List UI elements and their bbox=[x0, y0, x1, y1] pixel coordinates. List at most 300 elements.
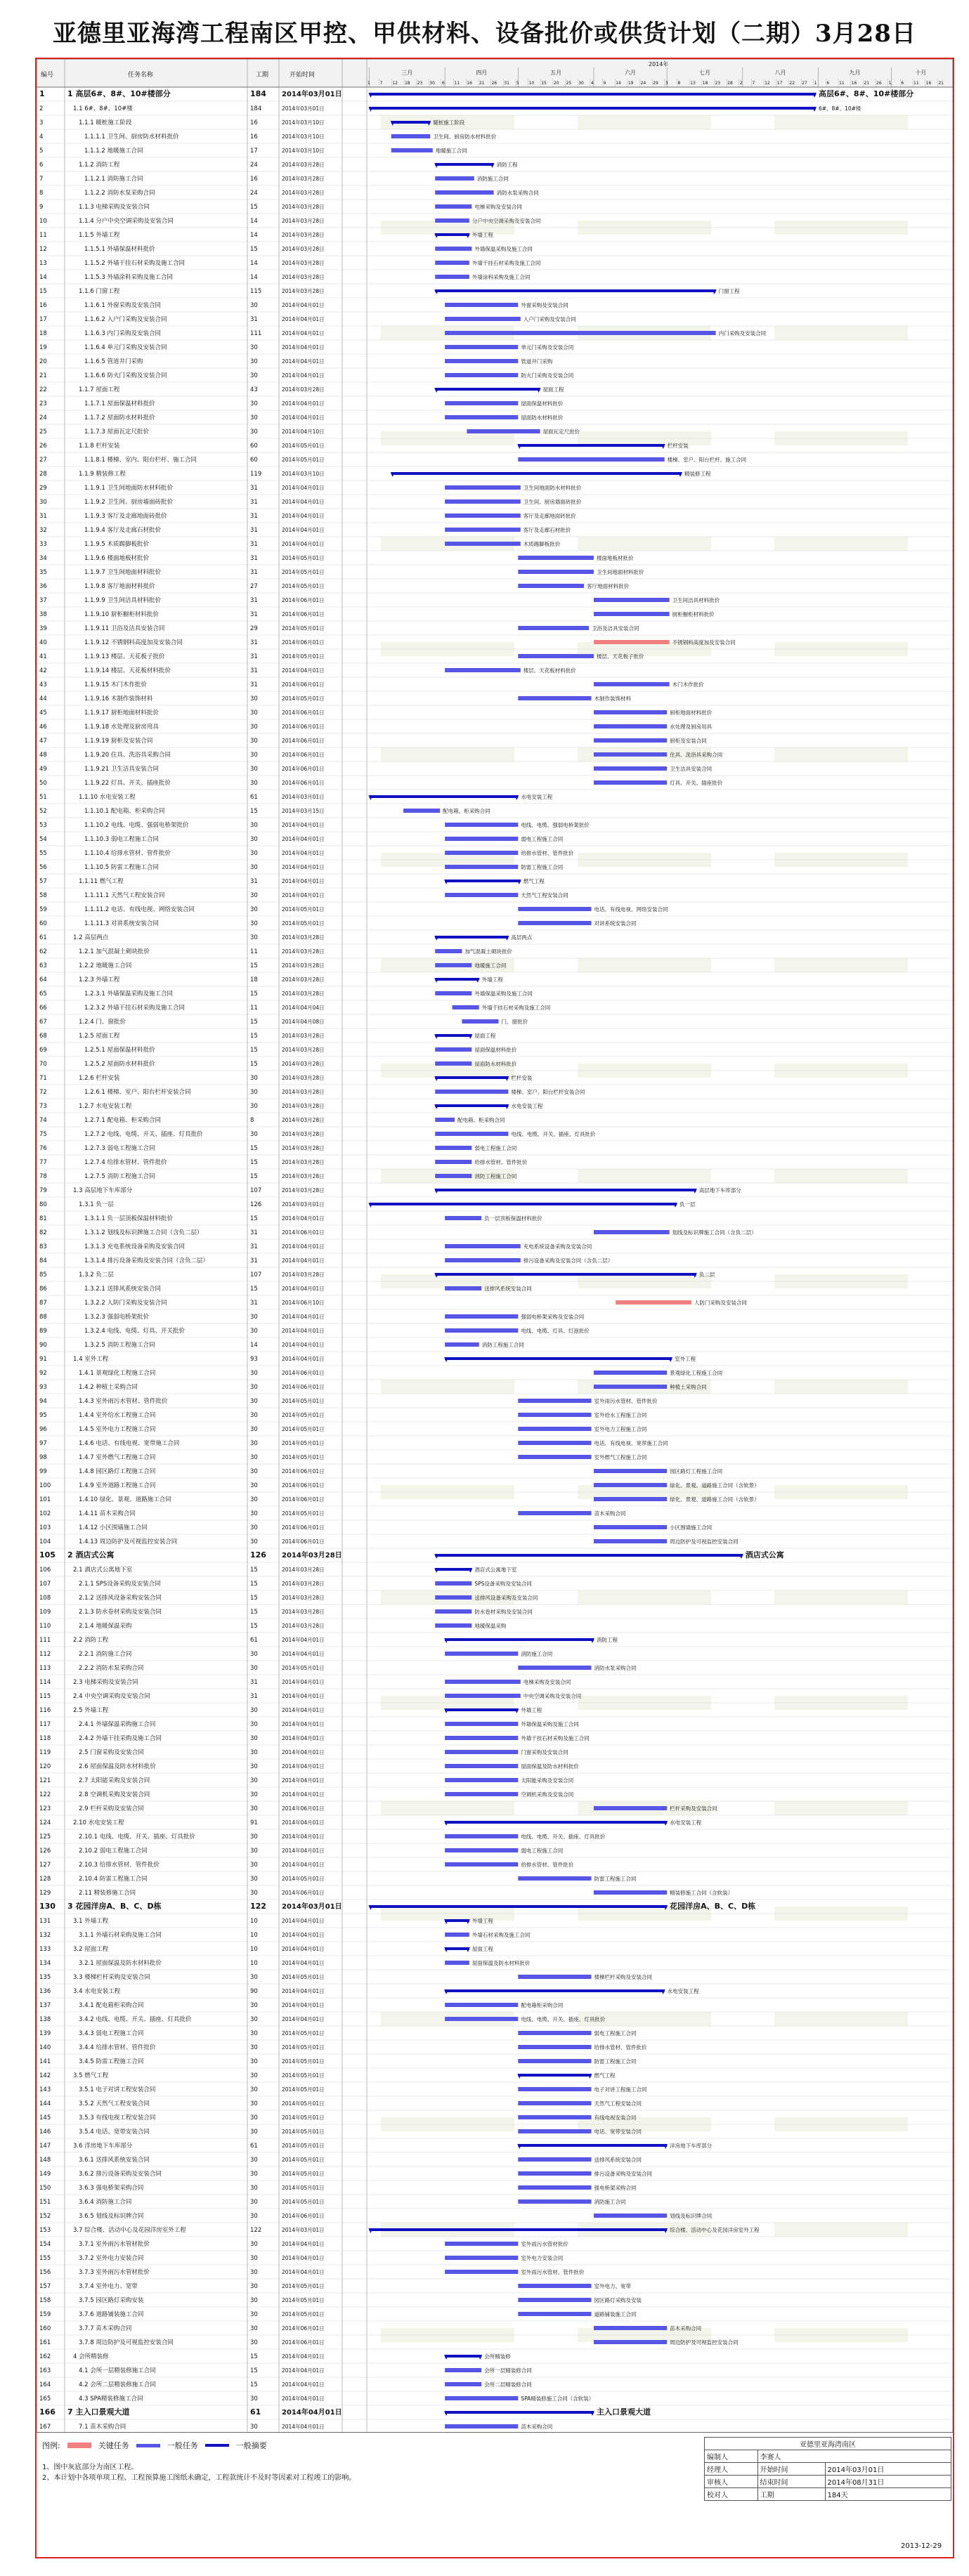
bar-label: 屋面防水材料批价 bbox=[474, 1061, 517, 1067]
bar-label: 电线、电缆、开关、插座、灯具批价 bbox=[521, 2016, 606, 2022]
task-duration: 30 bbox=[250, 2395, 258, 2402]
header-day-label: 21 bbox=[864, 81, 870, 86]
bar-label: 栏杆采购及安装合同 bbox=[670, 1805, 717, 1812]
bar-label: 景观绿化工程施工合同 bbox=[670, 1370, 723, 1376]
bar-label: 屋面保温及防水材料批价 bbox=[521, 1763, 579, 1770]
signoff-project: 亚德里亚海湾南区 bbox=[705, 2438, 951, 2450]
header-month-label: 九月 bbox=[849, 70, 861, 76]
task-bar bbox=[445, 1750, 518, 1754]
task-duration: 30 bbox=[250, 920, 258, 927]
task-id: 149 bbox=[39, 2171, 51, 2178]
task-id: 123 bbox=[39, 1805, 51, 1812]
task-duration: 30 bbox=[250, 1538, 258, 1545]
bar-label: 绿化、景观、道路施工合同（含软景） bbox=[670, 1496, 760, 1503]
task-bar bbox=[594, 598, 670, 602]
bar-label: 苗木采购合同 bbox=[521, 2424, 553, 2430]
summary-bar bbox=[435, 233, 469, 236]
task-id: 136 bbox=[39, 1988, 51, 1995]
task-start: 2014年03月01日 bbox=[282, 91, 342, 98]
task-duration: 17 bbox=[250, 148, 258, 155]
task-name: 1.4.4 室外给水工程施工合同 bbox=[79, 1412, 156, 1419]
bar-label: 屋面保温及防水材料批价 bbox=[472, 1960, 531, 1966]
bar-label: 电线、电缆、灯具、灯泡批价 bbox=[521, 1328, 590, 1334]
task-name: 1.1.2.1 消防施工合同 bbox=[84, 176, 143, 183]
task-start: 2014年04月01日 bbox=[282, 414, 325, 421]
header-month-label: 十月 bbox=[915, 70, 927, 76]
header-day-label: 1 bbox=[888, 81, 892, 86]
task-duration: 107 bbox=[250, 1271, 262, 1279]
task-bar bbox=[518, 1399, 591, 1403]
task-bar bbox=[445, 1314, 518, 1319]
watermark-block bbox=[774, 1169, 908, 1183]
task-name: 1.1.9.10 厨柜橱柜材料批价 bbox=[84, 611, 159, 618]
task-start: 2014年03月28日 bbox=[282, 948, 325, 955]
header-day-label: 6 bbox=[441, 81, 445, 86]
task-name: 4.3 SPA精装修施工合同 bbox=[79, 2395, 143, 2402]
task-bar bbox=[435, 949, 462, 953]
task-duration: 15 bbox=[250, 1159, 258, 1166]
bar-label: 室外雨污水管材、管件批价 bbox=[521, 2269, 585, 2275]
task-start: 2014年03月28日 bbox=[282, 1145, 325, 1151]
task-start: 2014年04月01日 bbox=[282, 1243, 325, 1250]
task-id: 143 bbox=[39, 2086, 51, 2093]
header-day-label: 17 bbox=[776, 81, 783, 86]
task-id: 13 bbox=[39, 260, 47, 267]
task-name: 1.3 高层地下车库部分 bbox=[73, 1187, 133, 1194]
task-duration: 15 bbox=[250, 1019, 258, 1026]
task-duration: 30 bbox=[250, 864, 258, 871]
task-id: 142 bbox=[39, 2072, 51, 2079]
bar-label: 高层两点 bbox=[511, 934, 533, 941]
header-day-label: 7 bbox=[379, 81, 383, 86]
task-start: 2014年05月01日 bbox=[282, 920, 325, 927]
bar-label: 消防施工合同 bbox=[594, 2199, 626, 2205]
task-start: 2014年05月01日 bbox=[282, 1440, 325, 1446]
task-id: 161 bbox=[39, 2339, 51, 2346]
task-start: 2014年03月28日 bbox=[282, 162, 325, 168]
task-duration: 29 bbox=[250, 625, 258, 632]
task-id: 25 bbox=[39, 429, 47, 436]
signoff-table bbox=[704, 2437, 951, 2501]
task-name: 1.1.5.2 外墙干挂石材采购及施工合同 bbox=[84, 260, 185, 267]
task-start: 2014年04月01日 bbox=[282, 1257, 325, 1264]
task-name: 3.7.4 室外电力、宽带 bbox=[79, 2283, 138, 2290]
bar-label: 地暖施工合同 bbox=[435, 148, 467, 154]
task-id: 144 bbox=[39, 2100, 51, 2107]
task-duration: 31 bbox=[250, 527, 258, 534]
task-bar bbox=[445, 359, 518, 363]
task-name: 1.3.2.2 人防门采购及安装合同 bbox=[84, 1300, 167, 1307]
task-id: 21 bbox=[39, 372, 47, 379]
task-duration: 30 bbox=[250, 2129, 258, 2136]
summary-bar bbox=[445, 1989, 665, 1992]
task-bar bbox=[445, 1961, 469, 1965]
task-bar bbox=[435, 1132, 508, 1136]
task-id: 89 bbox=[39, 1328, 47, 1335]
task-bar bbox=[445, 1216, 481, 1220]
bar-label: 园区路灯采购及安装 bbox=[594, 2297, 642, 2303]
task-name: 1.1.5 外墙工程 bbox=[79, 232, 120, 239]
task-start: 2014年04月01日 bbox=[282, 1862, 325, 1868]
task-name: 1.3.2.4 电线、电缆、灯具、开关批价 bbox=[84, 1328, 185, 1335]
task-duration: 30 bbox=[250, 358, 258, 365]
task-bar bbox=[518, 2115, 591, 2119]
task-name: 3.5 燃气工程 bbox=[73, 2072, 109, 2079]
task-start: 2014年05月01日 bbox=[282, 2297, 325, 2303]
task-duration: 15 bbox=[250, 1173, 258, 1180]
task-start: 2014年04月01日 bbox=[282, 892, 325, 898]
task-name: 1.1.8 栏杆安装 bbox=[79, 443, 120, 450]
bar-label: 栏杆安装 bbox=[511, 1075, 533, 1081]
header-day-label: 13 bbox=[690, 81, 696, 86]
task-duration: 27 bbox=[250, 583, 258, 590]
bar-label: 负一层顶板保温材料批价 bbox=[484, 1215, 542, 1222]
watermark-block bbox=[774, 1590, 908, 1604]
header-day-label: 24 bbox=[640, 81, 646, 86]
task-start: 2014年04月01日 bbox=[282, 1286, 325, 1292]
task-id: 51 bbox=[39, 794, 47, 801]
bar-label: 水电安装工程 bbox=[521, 794, 553, 800]
task-name: 1.1.6.6 防火门采购及安装合同 bbox=[84, 372, 167, 379]
task-start: 2014年04月01日 bbox=[282, 1342, 325, 1348]
task-id: 165 bbox=[39, 2395, 51, 2402]
task-duration: 15 bbox=[250, 962, 258, 969]
bar-label: 精装修工程 bbox=[684, 471, 711, 477]
task-start: 2014年03月28日 bbox=[282, 1061, 325, 1067]
task-id: 135 bbox=[39, 1974, 51, 1981]
bar-label: 充电系统设备采购及安装合同 bbox=[523, 1243, 592, 1250]
task-name: 2.10.2 弱电工程施工合同 bbox=[79, 1848, 148, 1855]
task-bar bbox=[435, 1609, 472, 1614]
summary-bar bbox=[518, 2074, 591, 2077]
header-col-start: 开始时间 bbox=[290, 72, 316, 79]
task-duration: 30 bbox=[250, 906, 258, 913]
watermark-block bbox=[578, 115, 711, 129]
task-start: 2014年06月01日 bbox=[282, 738, 325, 744]
task-bar bbox=[518, 1876, 591, 1881]
task-id: 94 bbox=[39, 1398, 47, 1405]
task-name: 1.2.3 外墙工程 bbox=[79, 976, 120, 983]
task-duration: 30 bbox=[250, 372, 258, 379]
task-bar bbox=[518, 2157, 591, 2162]
task-id: 50 bbox=[39, 780, 47, 787]
task-bar bbox=[435, 1118, 455, 1122]
task-id: 9 bbox=[39, 204, 44, 211]
task-id: 3 bbox=[39, 119, 44, 126]
task-start: 2014年03月28日 bbox=[282, 1623, 325, 1629]
task-id: 4 bbox=[39, 133, 44, 140]
task-name: 1.1.6.4 单元门采购及安装合同 bbox=[84, 344, 167, 351]
task-start: 2014年04月01日 bbox=[282, 2002, 325, 2008]
task-id: 101 bbox=[39, 1496, 51, 1503]
task-start: 2014年05月01日 bbox=[282, 2157, 325, 2163]
task-duration: 30 bbox=[250, 2283, 258, 2290]
task-name: 1.1.9.1 卫生间地面防水材料批价 bbox=[84, 485, 173, 492]
task-duration: 30 bbox=[250, 2424, 258, 2431]
header-day-label: 5 bbox=[516, 81, 519, 86]
task-name: 3.4.2 电线、电缆、开关、插座、灯具批价 bbox=[79, 2016, 192, 2023]
task-name: 3.6 洋房地下车库部分 bbox=[73, 2143, 133, 2150]
bar-label: 住具、洗浴具采购合同 bbox=[670, 752, 723, 758]
task-duration: 30 bbox=[250, 1314, 258, 1321]
task-name: 1.1.7.2 屋面防水材料批价 bbox=[84, 414, 155, 421]
bar-label: 楼梯、室户、阳台栏杆、施工合同 bbox=[667, 457, 747, 463]
legend bbox=[42, 2440, 267, 2451]
task-bar bbox=[445, 2368, 481, 2372]
bar-label: 室外电力安装合同 bbox=[521, 2255, 564, 2261]
task-start: 2014年06月01日 bbox=[282, 639, 325, 646]
task-name: 2.2 消防工程 bbox=[73, 1637, 109, 1644]
task-bar bbox=[594, 1230, 670, 1234]
summary-bar bbox=[435, 388, 540, 391]
task-start: 2014年04月01日 bbox=[282, 2424, 325, 2430]
note-1: 1、图中灰底部分为南区工程。 bbox=[42, 2464, 138, 2471]
bar-label: 消防施工合同 bbox=[476, 176, 509, 182]
task-id: 125 bbox=[39, 1833, 51, 1841]
task-bar bbox=[435, 963, 472, 967]
task-name: 1.1.11.2 电话、有线电视、网络安装合同 bbox=[84, 906, 195, 913]
header-day-label: 11 bbox=[913, 81, 919, 86]
bar-label: 高层6#、8#、10#楼部分 bbox=[818, 89, 914, 98]
task-name: 2.4.2 外墙干挂采购及施工合同 bbox=[79, 1735, 162, 1742]
task-name: 2.1.4 地暖保温采购 bbox=[79, 1623, 132, 1630]
task-start: 2014年05月01日 bbox=[282, 2072, 325, 2079]
task-id: 160 bbox=[39, 2325, 51, 2332]
task-start: 2014年05月01日 bbox=[282, 555, 325, 561]
task-start: 2014年05月01日 bbox=[282, 2185, 325, 2191]
bar-label: 负二层 bbox=[698, 1271, 715, 1278]
summary-bar bbox=[435, 936, 508, 939]
task-bar bbox=[445, 1792, 518, 1796]
task-name: 3.6.1 送排风系统安装合同 bbox=[79, 2157, 150, 2164]
task-duration: 30 bbox=[250, 850, 258, 857]
task-name: 1.1.10.1 配电箱、柜采购合同 bbox=[84, 808, 165, 815]
task-id: 127 bbox=[39, 1862, 51, 1869]
bar-label: 加气混凝土砌块批价 bbox=[464, 948, 512, 955]
task-id: 95 bbox=[39, 1412, 47, 1419]
signoff-value: 工期 bbox=[757, 2488, 825, 2501]
summary-bar bbox=[435, 1554, 743, 1557]
task-bar bbox=[445, 1736, 518, 1740]
task-bar bbox=[518, 457, 664, 462]
header-day-label: 1 bbox=[368, 81, 370, 86]
task-start: 2014年04月01日 bbox=[282, 2241, 325, 2247]
watermark-block bbox=[774, 2012, 908, 2026]
task-id: 17 bbox=[39, 316, 47, 323]
summary-bar bbox=[435, 978, 479, 981]
task-duration: 30 bbox=[250, 2185, 258, 2192]
summary-bar bbox=[518, 2144, 667, 2147]
task-name: 3.6.3 强电桥架采购合同 bbox=[79, 2185, 144, 2192]
task-duration: 15 bbox=[250, 1623, 258, 1630]
task-bar bbox=[594, 1806, 667, 1810]
summary-bar bbox=[445, 1821, 667, 1824]
header-day-label: 27 bbox=[802, 81, 807, 86]
bar-label: 内门采购及安装合同 bbox=[718, 330, 767, 336]
task-start: 2014年03月28日 bbox=[282, 274, 325, 280]
task-name: 1.2.7.3 弱电工程施工合同 bbox=[84, 1145, 155, 1152]
task-duration: 30 bbox=[250, 1412, 258, 1419]
bar-label: 外墙干挂石材采购及施工合同 bbox=[481, 1005, 551, 1011]
bar-label: 燃气工程 bbox=[594, 2072, 616, 2079]
summary-bar bbox=[391, 472, 682, 475]
task-id: 106 bbox=[39, 1567, 51, 1574]
task-duration: 30 bbox=[250, 2269, 258, 2276]
bar-label: 强弱电桥架采购及安装合同 bbox=[521, 1314, 585, 1320]
bar-label: SPS设备采购及安装合同 bbox=[474, 1581, 532, 1587]
header-day-label: 8 bbox=[677, 81, 681, 86]
task-duration: 126 bbox=[250, 1550, 266, 1560]
task-start: 2014年03月28日 bbox=[282, 386, 325, 393]
header-day-label: 6 bbox=[901, 81, 904, 86]
task-id: 52 bbox=[39, 808, 47, 815]
task-start: 2014年03月10日 bbox=[282, 148, 325, 154]
header-year: 2014年 bbox=[649, 61, 669, 67]
bar-label: 外墙工程 bbox=[521, 1707, 542, 1713]
task-name: 3.1.1 外墙石材采购及施工合同 bbox=[79, 1932, 162, 1939]
task-duration: 30 bbox=[250, 2114, 258, 2121]
task-start: 2014年03月28日 bbox=[282, 1075, 325, 1081]
task-name: 1.1.9.13 楼层、天花板子批价 bbox=[84, 653, 165, 660]
header-col-id: 编号 bbox=[41, 72, 54, 79]
task-id: 32 bbox=[39, 527, 47, 534]
task-start: 2014年03月28日 bbox=[282, 1552, 342, 1560]
bar-label: 室外雨污水管材批价 bbox=[521, 2241, 568, 2247]
task-id: 131 bbox=[39, 1918, 51, 1925]
task-start: 2014年03月28日 bbox=[282, 1033, 325, 1039]
task-duration: 30 bbox=[250, 1665, 258, 1672]
bar-label: 屋面工程 bbox=[472, 1946, 493, 1952]
task-bar bbox=[445, 373, 518, 377]
task-id: 100 bbox=[39, 1482, 51, 1489]
task-id: 6 bbox=[39, 162, 44, 169]
task-id: 120 bbox=[39, 1763, 51, 1770]
task-duration: 15 bbox=[250, 2353, 258, 2360]
task-bar bbox=[462, 1019, 498, 1024]
task-duration: 10 bbox=[250, 1932, 258, 1939]
task-name: 1.1.2.2 消防水泵采购合同 bbox=[84, 190, 155, 197]
task-duration: 15 bbox=[250, 808, 258, 815]
task-name: 1.1.9.8 客厅地面材料批价 bbox=[84, 583, 155, 590]
task-name: 2.7 太阳能采购及安装合同 bbox=[79, 1777, 150, 1784]
task-duration: 30 bbox=[250, 2297, 258, 2304]
bar-label: 屋面保温材料批价 bbox=[521, 400, 564, 407]
bar-label: 外窗采购及安装合同 bbox=[521, 302, 568, 308]
task-name: 1.1.10.2 电线、电缆、强弱电桥架批价 bbox=[84, 822, 189, 829]
header-day-label: 31 bbox=[504, 81, 509, 86]
summary-bar bbox=[435, 1568, 472, 1571]
task-duration: 107 bbox=[250, 1187, 262, 1194]
task-duration: 15 bbox=[250, 1567, 258, 1574]
task-id: 5 bbox=[39, 148, 44, 155]
bar-label: 划线及标识牌施工合同（含负二层） bbox=[672, 1229, 757, 1236]
task-duration: 16 bbox=[250, 133, 258, 140]
task-name: 1.1.11.3 对讲系统安装合同 bbox=[84, 920, 159, 927]
task-duration: 11 bbox=[250, 948, 258, 955]
task-start: 2014年04月01日 bbox=[282, 330, 325, 336]
task-name: 1.1.7.1 屋面保温材料批价 bbox=[84, 400, 155, 407]
task-id: 99 bbox=[39, 1468, 47, 1475]
task-id: 71 bbox=[39, 1075, 47, 1082]
task-name: 1.4.5 室外电力工程施工合同 bbox=[79, 1426, 156, 1433]
task-name: 1.3.1.3 充电系统设备采购及安装合同 bbox=[84, 1243, 185, 1250]
sheet-date: 2013-12-29 bbox=[901, 2542, 942, 2550]
bar-label: 厨柜橱柜材料批价 bbox=[672, 611, 715, 617]
task-id: 30 bbox=[39, 499, 47, 506]
task-bar bbox=[518, 921, 591, 925]
bar-label: 负一层 bbox=[679, 1201, 696, 1208]
task-name: 1.1.5.3 外墙涂料采购及施工合同 bbox=[84, 274, 173, 281]
task-duration: 30 bbox=[250, 1482, 258, 1489]
task-start: 2014年06月01日 bbox=[282, 1229, 325, 1236]
bar-label: 不锈钢料高度加及安装合同 bbox=[672, 639, 736, 646]
bar-label: 厨柜及安装合同 bbox=[670, 738, 707, 744]
task-name: 1.1.6.3 内门采购及安装合同 bbox=[84, 330, 161, 337]
task-id: 158 bbox=[39, 2297, 51, 2304]
task-name: 3.4.1 配电箱柜采购合同 bbox=[79, 2002, 144, 2009]
header-day-label: 30 bbox=[429, 81, 435, 86]
task-duration: 30 bbox=[250, 752, 258, 759]
task-duration: 30 bbox=[250, 1763, 258, 1770]
task-id: 119 bbox=[39, 1749, 51, 1756]
task-id: 87 bbox=[39, 1300, 47, 1307]
task-name: 4.1 会所一层精装修施工合同 bbox=[79, 2367, 156, 2374]
task-duration: 30 bbox=[250, 1805, 258, 1812]
bar-label: 花园洋房A、B、C、D栋 bbox=[670, 1902, 756, 1911]
task-id: 130 bbox=[39, 1902, 56, 1911]
task-duration: 30 bbox=[250, 2311, 258, 2318]
bar-label: 入户门采购及安装合同 bbox=[523, 316, 576, 322]
task-name: 1.3.2.3 强弱电桥架批价 bbox=[84, 1314, 149, 1321]
task-bar bbox=[518, 2284, 591, 2288]
task-start: 2014年03月01日 bbox=[282, 105, 325, 112]
bar-label: 外墙石材采购及施工合同 bbox=[472, 1932, 531, 1938]
bar-label: 楼面地板材批价 bbox=[596, 555, 634, 561]
task-name: 1.1.9.3 客厅及走廊地面砖批价 bbox=[84, 513, 167, 520]
task-start: 2014年04月01日 bbox=[282, 667, 325, 674]
bar-label: 外墙涂料采购及施工合同 bbox=[472, 274, 531, 280]
bar-label: 配电箱、柜采购合同 bbox=[457, 1117, 505, 1123]
task-bar bbox=[445, 528, 521, 532]
task-duration: 30 bbox=[250, 2086, 258, 2093]
task-id: 72 bbox=[39, 1089, 47, 1096]
task-start: 2014年04月01日 bbox=[282, 2409, 342, 2417]
task-bar bbox=[435, 1090, 508, 1094]
task-id: 28 bbox=[39, 471, 47, 478]
task-start: 2014年05月01日 bbox=[282, 625, 325, 632]
task-id: 58 bbox=[39, 892, 47, 899]
bar-label: 给排水管材、管件批价 bbox=[521, 1862, 574, 1868]
task-name: 2.5 外墙工程 bbox=[73, 1707, 109, 1714]
task-id: 124 bbox=[39, 1819, 51, 1826]
task-duration: 15 bbox=[250, 1061, 258, 1068]
task-bar bbox=[435, 1595, 472, 1600]
task-name: 3.1 外墙工程 bbox=[73, 1918, 109, 1925]
task-bar bbox=[445, 415, 518, 419]
bar-label: 防水卷材采购及安装合同 bbox=[474, 1609, 533, 1615]
task-id: 151 bbox=[39, 2199, 51, 2206]
task-bar bbox=[435, 991, 472, 995]
task-id: 150 bbox=[39, 2185, 51, 2192]
task-id: 60 bbox=[39, 920, 47, 927]
task-id: 73 bbox=[39, 1103, 47, 1110]
task-start: 2014年03月28日 bbox=[282, 1089, 325, 1095]
signoff-value: 李赛人 bbox=[757, 2450, 951, 2463]
task-duration: 30 bbox=[250, 2199, 258, 2206]
task-bar bbox=[467, 429, 540, 433]
task-duration: 30 bbox=[250, 1426, 258, 1433]
bar-label: 电梯采购及安装合同 bbox=[523, 1679, 571, 1685]
